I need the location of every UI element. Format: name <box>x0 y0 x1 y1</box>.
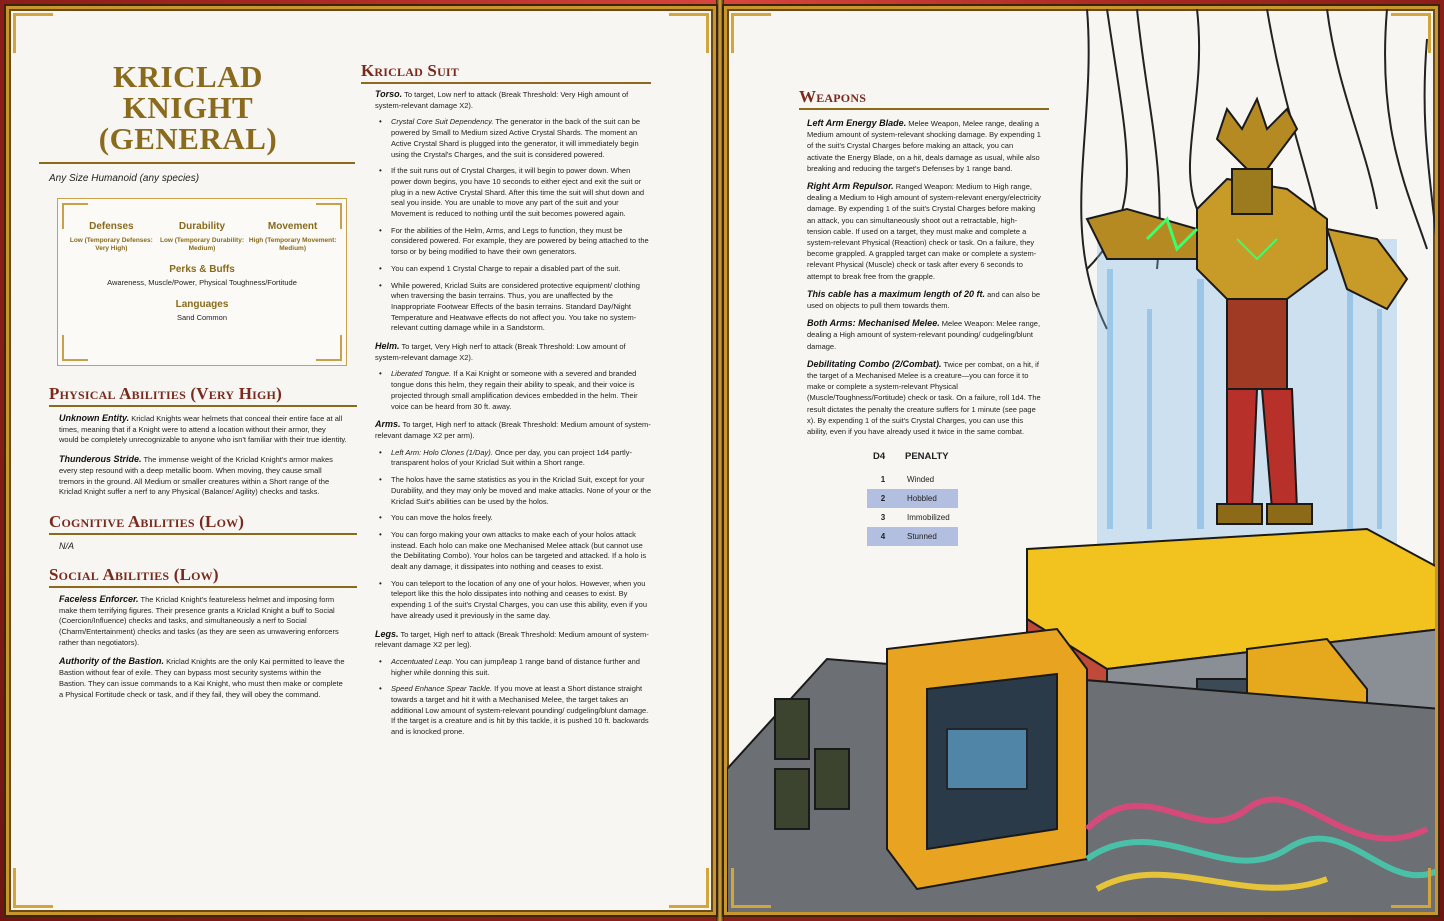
column-header: D4 <box>873 451 886 463</box>
table-row <box>867 489 958 508</box>
list-item <box>391 579 651 622</box>
weapon-name: This cable has a maximum length of 20 ft. <box>807 288 986 299</box>
ability-text: The Kriclad Knight's featureless helmet and imposing form make them terrifying figures. Their presence grants a Kriclad Knight a buff to Social (Coercion/Influence) checks and tasks, and simultaneously a nerf to Social (Charm/Entertainment) checks and tasks (as they are seen as unwavering enforcers rather than negotiators). <box>59 594 339 647</box>
suit-part-name: Legs. <box>375 628 399 639</box>
creature-type: Any Size Humanoid (any species) <box>49 173 200 184</box>
stat-value: Low (Temporary Durability: Medium) <box>159 237 244 252</box>
ability-paragraph <box>59 413 347 446</box>
bullet-text: You can teleport to the location of any one of your holos. However, when you teleport like this the holo dissipates into nothing and ceases to exist. By expending 1 of the suit's Crystal Charges, you can use this ability, even if you have already used it previously in the same day. <box>391 578 648 620</box>
stat-label: Languages <box>175 299 229 310</box>
arms-bullets <box>391 448 651 622</box>
weapons-column <box>797 87 1041 546</box>
social-abilities-heading: Social Abilities (Low) <box>49 565 357 588</box>
suit-part-text: To target, High nerf to attack (Break Threshold: Medium amount of system-relevant damage X2 per arm). <box>375 420 651 440</box>
ornament <box>62 203 88 229</box>
cognitive-abilities-heading: Cognitive Abilities (Low) <box>49 512 357 535</box>
weapon-text: Melee Weapon: Melee range, dealing a High amount of system-relevant pounding/ cudgeling/blunt damage. <box>807 319 1041 351</box>
table-row <box>867 527 958 546</box>
ability-paragraph <box>59 594 347 649</box>
table-row <box>867 470 958 489</box>
weapons-heading: Weapons <box>799 87 1049 110</box>
list-item <box>391 448 651 469</box>
stat-label: Movement <box>267 221 318 232</box>
roll-cell: 2 <box>867 489 899 508</box>
frame-corner <box>1391 13 1431 53</box>
frame-corner <box>669 13 709 53</box>
ability-name: Unknown Entity. <box>59 413 130 423</box>
weapon-paragraph <box>807 359 1041 437</box>
list-item <box>391 281 651 335</box>
perks-stat <box>66 264 338 287</box>
bullet-text: You can expend 1 Crystal Charge to repair a disabled part of the suit. <box>391 263 621 273</box>
stat-row <box>66 221 338 252</box>
suit-part-paragraph <box>375 419 651 441</box>
table-row <box>867 508 958 527</box>
penalty-cell: Stunned <box>899 527 958 546</box>
list-item <box>391 117 651 160</box>
book-spine <box>716 0 724 921</box>
ability-text: The immense weight of the Kriclad Knight's armor makes every step resound with a deep metallic boom. When moving, they cause small tremors in the ground. All Medium or smaller creatures within a Short range of the Kriclad Knight suffer a nerf to any Physical (Balance/ Agility) checks and tasks. <box>59 455 333 497</box>
stat-value: Low (Temporary Defenses: Very High) <box>69 237 153 252</box>
ability-text: Kriclad Knights wear helmets that conceal their entire face at all times, meaning that if a Knight were to attend a location without their armor, they would be completely unrecognizable to anyone who isn't familiar with their true identity. <box>59 414 347 445</box>
list-item <box>391 513 651 524</box>
column-header: PENALTY <box>905 451 949 463</box>
weapon-name: Left Arm Energy Blade. <box>807 118 907 128</box>
stat-label: Defenses <box>89 221 134 232</box>
table-header-row <box>867 449 958 470</box>
frame-corner <box>13 13 53 53</box>
right-page <box>724 6 1438 915</box>
stat-label: Durability <box>178 221 226 232</box>
suit-column <box>361 61 651 745</box>
ornament <box>316 203 342 229</box>
kriclad-suit-heading: Kriclad Suit <box>361 61 651 84</box>
suit-part-name: Arms. <box>375 419 401 430</box>
suit-part-name: Torso. <box>375 89 403 99</box>
suit-part-text: To target, High nerf to attack (Break Threshold: Medium amount of system-relevant damage X2 per leg). <box>375 629 649 650</box>
title-line-1: KRICLAD KNIGHT <box>113 59 263 125</box>
bullet-title: Left Arm: Holo Clones (1/Day). <box>391 447 493 457</box>
ornament <box>316 335 342 361</box>
bullet-text: If you move at least a Short distance straight towards a target and hit it with a Mechanised Melee, the target takes an additional Low amount of system-relevant pounding/ cudgeling/blunt damage. If the target is a creature and is hit by this tackle, it is pushed 10 ft. backwards and is knocked prone. <box>391 684 649 737</box>
cognitive-abilities-text: N/A <box>59 540 75 551</box>
legs-bullets <box>391 657 651 738</box>
bullet-text: If the suit runs out of Crystal Charges, it will begin to power down. When power down begins, you have 10 seconds to either eject and exit the suit or plug in a new Active Crystal Shard. After this time the suit will shut down and seal you inside. You are unable to move any part of the suit and your Movement is reduced to nothing until the suit becomes powered again. <box>391 166 645 219</box>
list-item <box>391 264 651 275</box>
suit-part-paragraph <box>375 341 651 363</box>
list-item <box>391 657 651 678</box>
ability-text: Kriclad Knights are the only Kai permitted to leave the Bastion without fear of exile. They can bypass most security systems within the Bastion. They can issue commands to a Kai Knight, who must then make or complete a Physical Fortitude check or task, and if they fail, they will obey the command. <box>59 657 345 699</box>
weapon-name: Debilitating Combo (2/Combat). <box>807 358 942 369</box>
list-item <box>391 226 651 258</box>
weapon-text: and can also be used on objects to pull them towards them. <box>807 289 1041 311</box>
list-item <box>391 166 651 220</box>
durability-stat <box>157 221 247 252</box>
list-item <box>391 684 651 738</box>
ability-name: Thunderous Stride. <box>59 454 142 465</box>
roll-cell: 3 <box>880 513 886 523</box>
weapon-name: Right Arm Repulsor. <box>807 181 894 192</box>
ability-paragraph <box>59 454 347 498</box>
bullet-text: The generator in the back of the suit can be powered by Small to Medium sized Active Crystal Shards. The moment an Active Crystal Shard is plugged into the generator, it will immediately begin using the Crystal's Charges, and the suit is considered powered. <box>391 117 641 159</box>
weapon-text: Melee Weapon, Melee range, dealing a Medium amount of system-relevant shocking damage. By expending 1 of the suit's Crystal Charges before making an attack, you can activate the Energy Blade, on a hit, deals damage as usual, while also breaking and reducing the target's Defenses by 1 range band. <box>807 119 1041 173</box>
stat-label: Perks & Buffs <box>169 264 235 275</box>
bullet-text: For the abilities of the Helm, Arms, and Legs to function, they must be considered powered. For example, they are powered by being attached to the torso or by being modified to have their own generators. <box>391 225 649 257</box>
suit-part-name: Helm. <box>375 341 400 352</box>
title-divider <box>39 162 355 164</box>
frame-corner <box>731 13 771 53</box>
ability-paragraph <box>59 656 347 700</box>
left-column <box>47 61 353 708</box>
bullet-text: While powered, Kriclad Suits are considered protective equipment/ clothing when traversing the basin terrains. Thus, you are unaffected by the Inappropriate Footwear Effects of the basin terrains. Standard Day/Night Temperature and Heatwave effects do not affect you. You take no system-relevant cutting damage while in a Sandstorm. <box>391 280 640 333</box>
penalty-table <box>867 449 958 546</box>
torso-bullets <box>391 117 651 334</box>
weapon-paragraph <box>807 289 1041 311</box>
frame-corner <box>669 868 709 908</box>
penalty-cell: Winded <box>907 475 935 485</box>
suit-part-paragraph <box>375 629 651 651</box>
bullet-title: Speed Enhance Spear Tackle. <box>391 684 493 694</box>
penalty-cell: Immobilized <box>907 513 950 523</box>
weapon-text: Twice per combat, on a hit, if the target of a Mechanised Melee is a creature—you can force it to make or complete a system-relevant Physical (Muscle/Toughness/Fortitude) check or task. On a failure, roll 1d4. The result dictates the penalty the creature suffers for 1 minute (see page x). By expending 1 of the suit's Crystal Charges, you can use this ability, even if you have already used it twice in the same combat. <box>807 359 1041 437</box>
suit-part-text: To target, Very High nerf to attack (Break Threshold: Low amount of system-relevant damage X2). <box>375 342 626 362</box>
weapon-paragraph <box>807 318 1041 352</box>
roll-cell: 1 <box>880 475 886 485</box>
frame-corner <box>1391 868 1431 908</box>
weapon-name: Both Arms: Mechanised Melee. <box>807 318 940 329</box>
weapon-text: Ranged Weapon: Medium to High range, dealing a Medium to High amount of system-relevant energy/electricity damage. By expending 1 of the suit's Crystal Charges before making an attack, you can simultaneously shoot out a retractable, high-tension cable. If used on a target, they must make and complete a system-relevant Physical (Reaction) check or task. On a failure, they become grappled. A grappled target can make or complete a system-relevant Physical (Muscle) check or task after every 6 seconds to attempt to break free from the grapple. <box>807 182 1041 281</box>
title-line-2: (GENERAL) <box>98 121 278 156</box>
languages-stat <box>66 299 338 322</box>
suit-part-text: To target, Low nerf to attack (Break Threshold: Very High amount of system-relevant damage X2). <box>375 90 629 110</box>
stat-value: High (Temporary Movement: Medium) <box>248 237 337 252</box>
weapon-paragraph <box>807 118 1041 174</box>
stat-value: Awareness, Muscle/Power, Physical Toughness/Fortitude <box>107 278 297 287</box>
stat-block <box>57 198 347 366</box>
bullet-text: If a Kai Knight or someone with a severed and branded tongue dons this helm, they regain their ability to speak, and their voice is projected through small amplification devices embedded in the helm. Their voice can be heard from 30 ft. away. <box>391 369 638 411</box>
weapon-paragraph <box>807 181 1041 282</box>
bullet-text: You can jump/leap 1 range band of distance further and higher while donning this suit. <box>391 656 640 677</box>
ability-name: Authority of the Bastion. <box>59 656 164 667</box>
stat-value: Sand Common <box>176 313 228 322</box>
frame-corner <box>731 868 771 908</box>
bullet-text: The holos have the same statistics as you in the Kriclad Suit, except for your Durability, and they may only be moved and make attacks. None of your or the Kriclad Suit's abilities can be used by the holos. <box>391 475 651 506</box>
page-title <box>53 61 323 154</box>
frame-corner <box>13 868 53 908</box>
ability-name: Faceless Enforcer. <box>59 593 139 604</box>
penalty-cell: Hobbled <box>899 489 958 508</box>
physical-abilities-heading: Physical Abilities (Very High) <box>49 384 357 407</box>
bullet-text: You can move the holos freely. <box>391 513 493 523</box>
bullet-title: Crystal Core Suit Dependency. <box>391 117 494 127</box>
bullet-title: Accentuated Leap. <box>391 656 454 666</box>
bullet-text: Once per day, you can project 1d4 partly-transparent holos of your Kriclad Suit within a Short range. <box>391 447 632 468</box>
helm-bullets <box>391 369 651 412</box>
ornament <box>62 335 88 361</box>
list-item <box>391 530 651 573</box>
list-item <box>391 475 651 507</box>
left-page <box>6 6 716 915</box>
suit-part-paragraph <box>375 89 651 111</box>
list-item <box>391 369 651 412</box>
roll-cell: 4 <box>867 527 899 546</box>
bullet-title: Liberated Tongue. <box>391 369 452 379</box>
bullet-text: You can forgo making your own attacks to make each of your holos attack instead. Each holo can make one Mechanised Melee attack (but cannot use the Debilitating Combo). Your holos can be targeted and attacked. If a holo is dealt any damage, it dissipates into nothing and ceases to exist. <box>391 529 647 572</box>
